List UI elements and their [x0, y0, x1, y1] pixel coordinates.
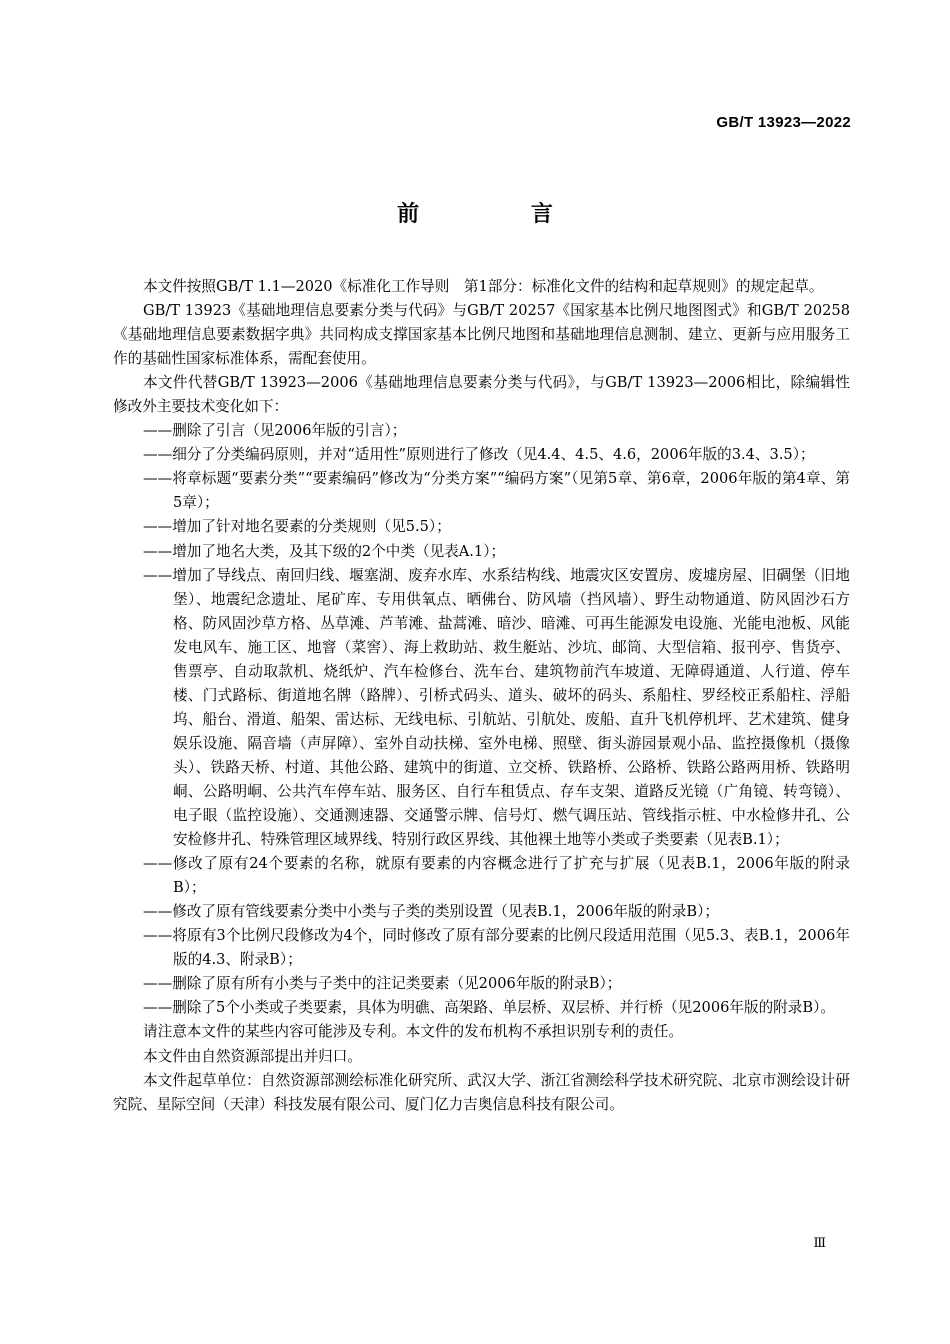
change-item: ——删除了5个小类或子类要素，具体为明礁、高架路、单层桥、双层桥、并行桥（见2006年版的附录B）。	[143, 999, 835, 1017]
change-item: ——将原有3个比例尺段修改为4个，同时修改了原有部分要素的比例尺段适用范围（见5.3、表B.1，2006年版的4.3、附录B）；	[143, 927, 850, 969]
change-item: ——删除了引言（见2006年版的引言）；	[143, 422, 407, 440]
paragraph-proposer: 本文件由自然资源部提出并归口。	[143, 1047, 362, 1065]
paragraph-drafting-units: 本文件起草单位：自然资源部测绘标准化研究所、武汉大学、浙江省测绘科学技术研究院、北京市测绘设计研究院、星际空间（天津）科技发展有限公司、厦门亿力吉奥信息科技有限公司。	[113, 1071, 850, 1113]
page-title: 前 言	[397, 202, 605, 227]
paragraph-replacement: 本文件代替GB/T 13923—2006《基础地理信息要素分类与代码》，与GB/T 13923—2006相比，除编辑性修改外主要技术变化如下：	[113, 374, 850, 416]
paragraph-standard-system: GB/T 13923《基础地理信息要素分类与代码》与GB/T 20257《国家基本比例尺地图图式》和GB/T 20258《基础地理信息要素数据字典》共同构成支撑国家基本比例尺地图和基础地理信息测制、建立、更新与应用服务工作的基础性国家标准体系，需配套使用。	[113, 302, 850, 368]
standard-number: GB/T 13923—2022	[716, 114, 851, 131]
change-item: ——删除了原有所有小类与子类中的注记类要素（见2006年版的附录B）；	[143, 975, 622, 993]
change-item: ——将章标题“要素分类”“要素编码”修改为“分类方案”“编码方案”（见第5章、第6章，2006年版的第4章、第5章）；	[143, 470, 850, 512]
foreword-body	[113, 275, 850, 1117]
change-item: ——增加了针对地名要素的分类规则（见5.5）；	[143, 518, 451, 536]
change-item: ——增加了导线点、南回归线、堰塞湖、废弃水库、水系结构线、地震灾区安置房、废墟房屋、旧碉堡（旧地堡）、地震纪念遗址、尾矿库、专用供氧点、晒佛台、防风墙（挡风墙）、野生动物通道、防风固沙石方格、防风固沙草方格、丛草滩、芦苇滩、盐蒿滩、暗沙、暗滩、可再生能源发电设施、光能电池板、风能发电风车、施工区、地窨（菜窖）、海上救助站、救生艇站、沙坑、邮筒、大型信箱、报刊亭、售货亭、售票亭、自动取款机、烧纸炉、汽车检修台、洗车台、建筑物前汽车坡道、无障碍通道、人行道、停车楼、门式路标、街道地名牌（路牌）、引桥式码头、道头、破坏的码头、系船柱、罗经校正系船柱、浮船坞、船台、滑道、船架、雷达标、无线电标、引航站、引航处、废船、直升飞机停机坪、艺术建筑、健身娱乐设施、隔音墙（声屏障）、室外自动扶梯、室外电梯、照壁、街头游园景观小品、监控摄像机（摄像头）、铁路天桥、村道、其他公路、建筑中的街道、立交桥、铁路桥、公路桥、铁路公路两用桥、铁路明峒、公路明峒、公共汽车停车站、服务区、自行车租赁点、存车支架、道路反光镜（广角镜、转弯镜）、电子眼（监控设施）、交通测速器、交通警示牌、信号灯、燃气调压站、管线指示桩、中水检修井孔、公安检修井孔、特殊管理区域界线、特别行政区界线、其他裸土地等小类或子类要素（见表B.1）；	[143, 566, 850, 849]
change-item: ——修改了原有管线要素分类中小类与子类的类别设置（见表B.1，2006年版的附录B）；	[143, 903, 719, 921]
change-item: ——细分了分类编码原则，并对“适用性”原则进行了修改（见4.4、4.5、4.6，2006年版的3.4、3.5）；	[143, 446, 815, 464]
paragraph-drafting-rules: 本文件按照GB/T 1.1—2020《标准化工作导则 第1部分：标准化文件的结构和起草规则》的规定起草。	[143, 278, 824, 295]
paragraph-patent-notice: 请注意本文件的某些内容可能涉及专利。本文件的发布机构不承担识别专利的责任。	[143, 1023, 683, 1041]
change-item: ——修改了原有24个要素的名称，就原有要素的内容概念进行了扩充与扩展（见表B.1，2006年版的附录B）；	[143, 855, 850, 897]
change-item: ——增加了地名大类，及其下级的2个中类（见表A.1）；	[143, 542, 506, 560]
page-number: Ⅲ	[813, 1236, 826, 1251]
